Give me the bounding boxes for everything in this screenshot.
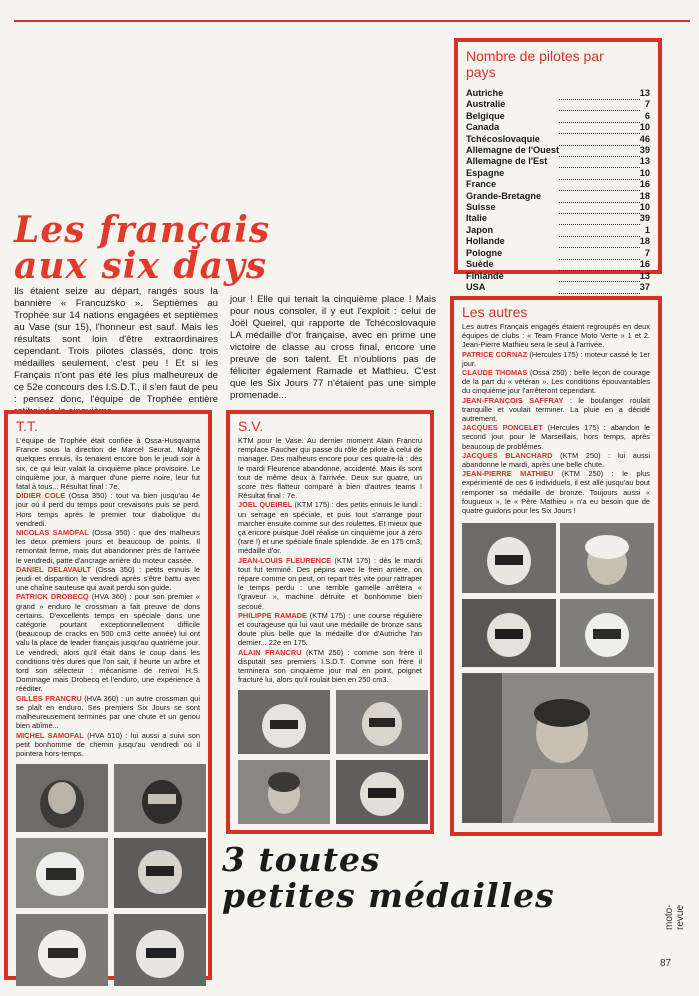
country-name: Tchécoslovaquie	[466, 133, 540, 144]
rider-text: (Ossa 250) : belle leçon de courage de la part du « vétéran ». Les conditions épouvantables du cinquième jour l'arrêteront cependant.	[462, 368, 650, 396]
rider-name: PATRICE CORNAZ	[462, 349, 528, 359]
pilots-row	[466, 111, 650, 122]
rider-entry	[16, 528, 200, 565]
pilots-row	[466, 134, 650, 145]
rider-text: (KTM 175) : des petits ennuis le lundi : un serrage en spéciale, et puis tout s'arrange pour marcher ensuite comme sur des roulettes. Et mieux que ça encore puisque Joël réalise un cinquième jour à zéro (rare !) et une spéciale finale splendide. 3e en 175 cm3, médaille d'or.	[238, 500, 422, 556]
rider-entry	[462, 368, 650, 396]
sv-entries	[238, 500, 422, 684]
country-name: Pologne	[466, 247, 503, 258]
pilot-count: 10	[639, 122, 650, 133]
dot-leader	[559, 213, 640, 224]
rider-photo	[114, 764, 206, 832]
intro-col2: jour ! Elle qui tenait la cinquième place ! Mais pour nous consoler, il y eut l'exploit : celui de Joël Queirel, qui rapporte de Tchécoslovaquie LA médaille d'or française, avec en prime une victoire de classe au cross final, encore une preuve de son talent. Et n'oublions pas de féliciter également Ramade et Mathieu. C'est que les Six Jours 77 n'étaient pas une simple promenade...	[230, 294, 436, 401]
headline-2	[222, 842, 555, 914]
country-name: USA	[466, 281, 486, 292]
rider-photo	[16, 914, 108, 986]
tt-intro: L'équipe de Trophée était confiée à Ossa-Husqvarna France sous la direction de Marcel Seurat. Malgré quelques ennuis, ils tenaient encore bon le jeudi soir à six, ce qui leur valait la cinquième place provisoire. Le cinquième jour, à marquer d'une pierre noire, leur fut fatal à tous... Résultat final : 7e.	[16, 436, 200, 492]
pilots-row	[466, 225, 650, 236]
rider-photo	[560, 523, 654, 593]
sv-title: S.V.	[238, 418, 264, 434]
pilots-row	[466, 271, 650, 282]
rider-photo	[114, 914, 206, 986]
intro-col1: Ils étaient seize au départ, rangés sous la bannière « Francuzsko ». Septièmes au Trophée sur 14 nations engagées et septièmes au Vase (sur 15), l'honneur est sauf. Mais les résultats sont loin d'être extraordinaires cependant. Trois pilotes classés, donc trois médailles seulement, c'est peu ! Et si les Français n'ont pas été les plus malheureux de ce 52e concours des I.S.D.T., il s'en faut de peu : pensez donc, l'équipe de Trophée entière	[14, 286, 218, 405]
country-name: Finlande	[466, 270, 504, 281]
rider-text: (Ossa 350) : petits ennuis le jeudi et disparition le vendredi après s'être battu avec une chaîne sauteuse qui avait perdu son guide.	[16, 564, 200, 593]
dot-leader	[559, 88, 640, 99]
pilots-by-country-box	[454, 38, 662, 292]
pilot-count: 16	[639, 259, 650, 270]
rider-entry	[462, 423, 650, 451]
dot-leader	[559, 248, 640, 259]
rider-text: (Ossa 350) : que des malheurs les deux premiers jours et beaucoup de points. Il remontait ferme, mais dut abandonner près de l'arrivée le vendredi, patte d'ancrage arrière du moteur cassée.	[16, 528, 200, 565]
dot-leader	[559, 236, 640, 247]
country-name: France	[466, 179, 497, 190]
pilots-row	[466, 168, 650, 179]
country-name: Hollande	[466, 236, 505, 247]
pilots-row	[466, 156, 650, 167]
rider-text: (KTM 250) : comme son frère il disputait ses premiers I.S.D.T. Comme son frère il terminera son cinquième jour mal en point, poignet fracturé lui, alors qu'il roulait bien en 250 cm3.	[238, 647, 423, 685]
dot-leader	[559, 225, 640, 236]
rider-name: NICOLAS SAMOFAL	[16, 528, 89, 538]
rider-photo	[16, 764, 108, 832]
rider-entry	[462, 350, 650, 368]
dot-leader	[559, 271, 640, 282]
pilots-row	[466, 179, 650, 190]
pilots-row	[466, 248, 650, 259]
rider-entry	[238, 611, 422, 648]
rider-text: (HVA 510) : lui aussi a suivi son petit bonhomme de chemin jusqu'au vendredi où il pointera hors-temps.	[16, 730, 200, 758]
pilots-row	[466, 99, 650, 110]
dot-leader	[559, 168, 640, 179]
rider-text: (HVA 360) : pour son premier « grand » enduro le crossman a fait preuve de dons certains. D'excellents temps en spéciale dans une catégorie pourtant exceptionnellement difficile (beaucoup de cracks en 500 cm3 cette année) lui ont valu la place de leader français jusqu'au quatrième jour. Le vendredi, alors qu'il était dans le coup dans les conditions très dures que l'on sait, il heurte un arbre et tord son sélecteur : mécanisme de renvoi H.S. Dommage mais Drobecq et l'enduro, une expérience à rééditer.	[16, 592, 200, 694]
rider-entry	[462, 396, 650, 424]
rider-name: JEAN-FRANÇOIS SAFFRAY	[462, 395, 564, 405]
pilot-count: 39	[639, 145, 650, 156]
rider-entry	[238, 648, 422, 685]
rider-name: CLAUDE THOMAS	[462, 368, 528, 378]
pilot-count: 6	[644, 110, 650, 121]
rider-text: (KTM 175) : une course régulière et courageuse qui lui vaut une médaille de bronze sans doute plus belle que la médaille d'or d'Autriche l'an dernier... 22e en 175.	[238, 610, 423, 648]
tt-entries	[16, 491, 200, 758]
tt-box	[4, 410, 212, 980]
rider-name: PATRICK DROBECQ	[16, 592, 89, 602]
dot-leader	[559, 191, 640, 202]
country-name: Canada	[466, 122, 500, 133]
rider-name: DANIEL DELAVAULT	[16, 564, 92, 574]
rider-name: ALAIN FRANCRU	[238, 647, 302, 657]
tt-photos	[16, 764, 200, 996]
country-name: Suisse	[466, 202, 496, 213]
rider-entry	[462, 451, 650, 469]
pilots-row	[466, 88, 650, 99]
tt-title: T.T.	[16, 418, 38, 434]
headline-line2: aux six days	[14, 245, 268, 287]
rider-photo	[238, 690, 330, 754]
country-name: Australie	[466, 99, 506, 110]
pilot-count: 1	[644, 224, 650, 235]
pilot-count: 10	[639, 167, 650, 178]
dot-leader	[559, 99, 640, 110]
pilots-row	[466, 259, 650, 270]
pilot-count: 10	[639, 202, 650, 213]
pilot-count: 13	[639, 270, 650, 281]
sv-intro: KTM pour le Vase. Au dernier moment Alain Francru remplace Faucher qui passe du rôle de pilote à celui de manager. Des malheurs encore pour ces quatre-là : dès le mardi Fleurence abandonne, accidenté. Mais ils sont tout de même deux à l'arrivée. Deux sur quatre, un score très flatteur comparé à bien d'autres teams ! Résultat final : 7e.	[238, 436, 422, 501]
rider-photo	[16, 838, 108, 908]
rider-name: JACQUES PONCELET	[462, 423, 543, 433]
country-name: Grande-Bretagne	[466, 190, 542, 201]
headline-line1: Les français	[14, 209, 271, 251]
rider-entry	[16, 491, 200, 528]
rider-photo	[114, 838, 206, 908]
autres-entries	[462, 350, 650, 516]
rider-name: GILLES FRANCRU	[16, 693, 82, 703]
pilot-count: 39	[639, 213, 650, 224]
country-name: Suède	[466, 259, 494, 270]
pilot-count: 13	[639, 88, 650, 98]
pilots-row	[466, 122, 650, 133]
rider-entry	[238, 500, 422, 555]
dot-leader	[559, 111, 640, 122]
rider-photo	[336, 760, 428, 824]
rider-text: (KTM 250) : lui aussi abandonne le mardi, après une belle chute.	[462, 450, 650, 470]
country-name: Allemagne de l'Ouest	[466, 145, 560, 156]
rider-text: (KTM 175) : dès le mardi tout fut terminé. Des pépins avec le frein arrière, on répare comme on peut, on repart très vite pour rattraper le temps perdu : une terrible gamelle arrêtera « l'graveur », machine détruite et bonhomme bien secoué.	[238, 555, 422, 611]
country-name: Espagne	[466, 167, 505, 178]
pilot-count: 13	[639, 156, 650, 167]
magazine-name: moto-revue	[664, 904, 686, 930]
autres-intro: Les autres Français engagés étaient regroupés en deux équipes de clubs : « Team France Moto Verte » 1 et 2. Jean-Pierre Mathieu sera le seul à l'arrivée.	[462, 322, 650, 350]
pilots-row	[466, 236, 650, 247]
headline	[14, 209, 271, 287]
rider-photo	[462, 599, 556, 667]
pilots-table	[466, 88, 650, 294]
pilot-count: 18	[639, 236, 650, 247]
headline2-line2: petites médailles	[222, 876, 555, 915]
rider-text: (Hercules 175) : abandon le second jour pour le Marseillais, hors temps, après beaucoup de problèmes.	[462, 423, 650, 451]
pilot-count: 18	[639, 190, 650, 201]
country-name: Japon	[466, 224, 494, 235]
country-name: Autriche	[466, 88, 504, 98]
pilots-row	[466, 191, 650, 202]
pilots-row	[466, 202, 650, 213]
pilots-row	[466, 213, 650, 224]
sv-box	[226, 410, 434, 834]
rider-entry	[16, 592, 200, 693]
rider-entry	[16, 694, 200, 731]
rider-photo	[238, 760, 330, 824]
dot-leader	[559, 145, 640, 156]
pilot-count: 7	[644, 99, 650, 110]
rider-photo	[336, 690, 428, 754]
rider-name: JEAN-LOUIS FLEURENCE	[238, 555, 332, 565]
dot-leader	[559, 156, 640, 167]
autres-box	[450, 296, 662, 836]
country-name: Allemagne de l'Est	[466, 156, 548, 167]
rider-photo-large	[462, 673, 654, 823]
autres-photos	[462, 523, 650, 823]
country-name: Italie	[466, 213, 487, 224]
pilots-row	[466, 145, 650, 156]
top-rule	[14, 20, 690, 22]
sv-photos	[238, 690, 422, 826]
pilot-count: 46	[639, 133, 650, 144]
rider-text: : le boulanger roulait tranquille et voulait terminer. La pluie en a décidé autrement.	[462, 395, 650, 424]
pilot-count: 16	[639, 179, 650, 190]
rider-entry	[238, 556, 422, 611]
rider-entry	[462, 469, 650, 515]
dot-leader	[559, 202, 640, 213]
rider-photo	[462, 523, 556, 593]
pilots-box-title: Nombre de pilotes par pays	[466, 48, 604, 80]
rider-text: (Ossa 350) : tout va bien jusqu'au 4e jour où il perd du temps pour crevaisons puis se perd. Hors temps après le premier tour diabolique du vendredi.	[16, 491, 200, 528]
dot-leader	[559, 179, 640, 190]
pilot-count: 37	[639, 281, 650, 292]
dot-leader	[559, 282, 640, 293]
rider-name: JEAN-PIERRE MATHIEU	[462, 469, 554, 479]
rider-name: JACQUES BLANCHARD	[462, 450, 553, 460]
headline2-line1: 3 toutes	[222, 840, 381, 879]
rider-text: (KTM 250) : le plus expérimenté de ces 6 individuels, il est allé jusqu'au bout remporter sa médaille de bronze. Toujours aussi « fougueux », le « Père Mathieu » n'a eu besoin que de quatre guidons pour les Six Jours !	[462, 469, 650, 516]
dot-leader	[559, 122, 640, 133]
country-name: Belgique	[466, 110, 505, 121]
rider-photo	[560, 599, 654, 667]
rider-name: JOEL QUEIREL	[238, 500, 293, 510]
dot-leader	[559, 134, 640, 145]
rider-text: (HVA 360) : un autre crossman qui se plaît en enduro. Ses premiers Six Jours se sont malheureusement terminés par une chute et un genou bien abîmé...	[16, 693, 200, 731]
rider-name: PHILIPPE RAMADE	[238, 610, 307, 620]
autres-title: Les autres	[462, 304, 528, 320]
rider-name: DIDIER COLE	[16, 491, 66, 501]
pilot-count: 7	[644, 247, 650, 258]
rider-entry	[16, 565, 200, 593]
rider-entry	[16, 731, 200, 759]
pilots-row	[466, 282, 650, 293]
rider-text: (Hercules 175) : moteur cassé le 1er jour.	[462, 349, 650, 368]
rider-name: MICHEL SAMOFAL	[16, 730, 84, 740]
page-number: 87	[660, 958, 672, 969]
dot-leader	[559, 259, 640, 270]
